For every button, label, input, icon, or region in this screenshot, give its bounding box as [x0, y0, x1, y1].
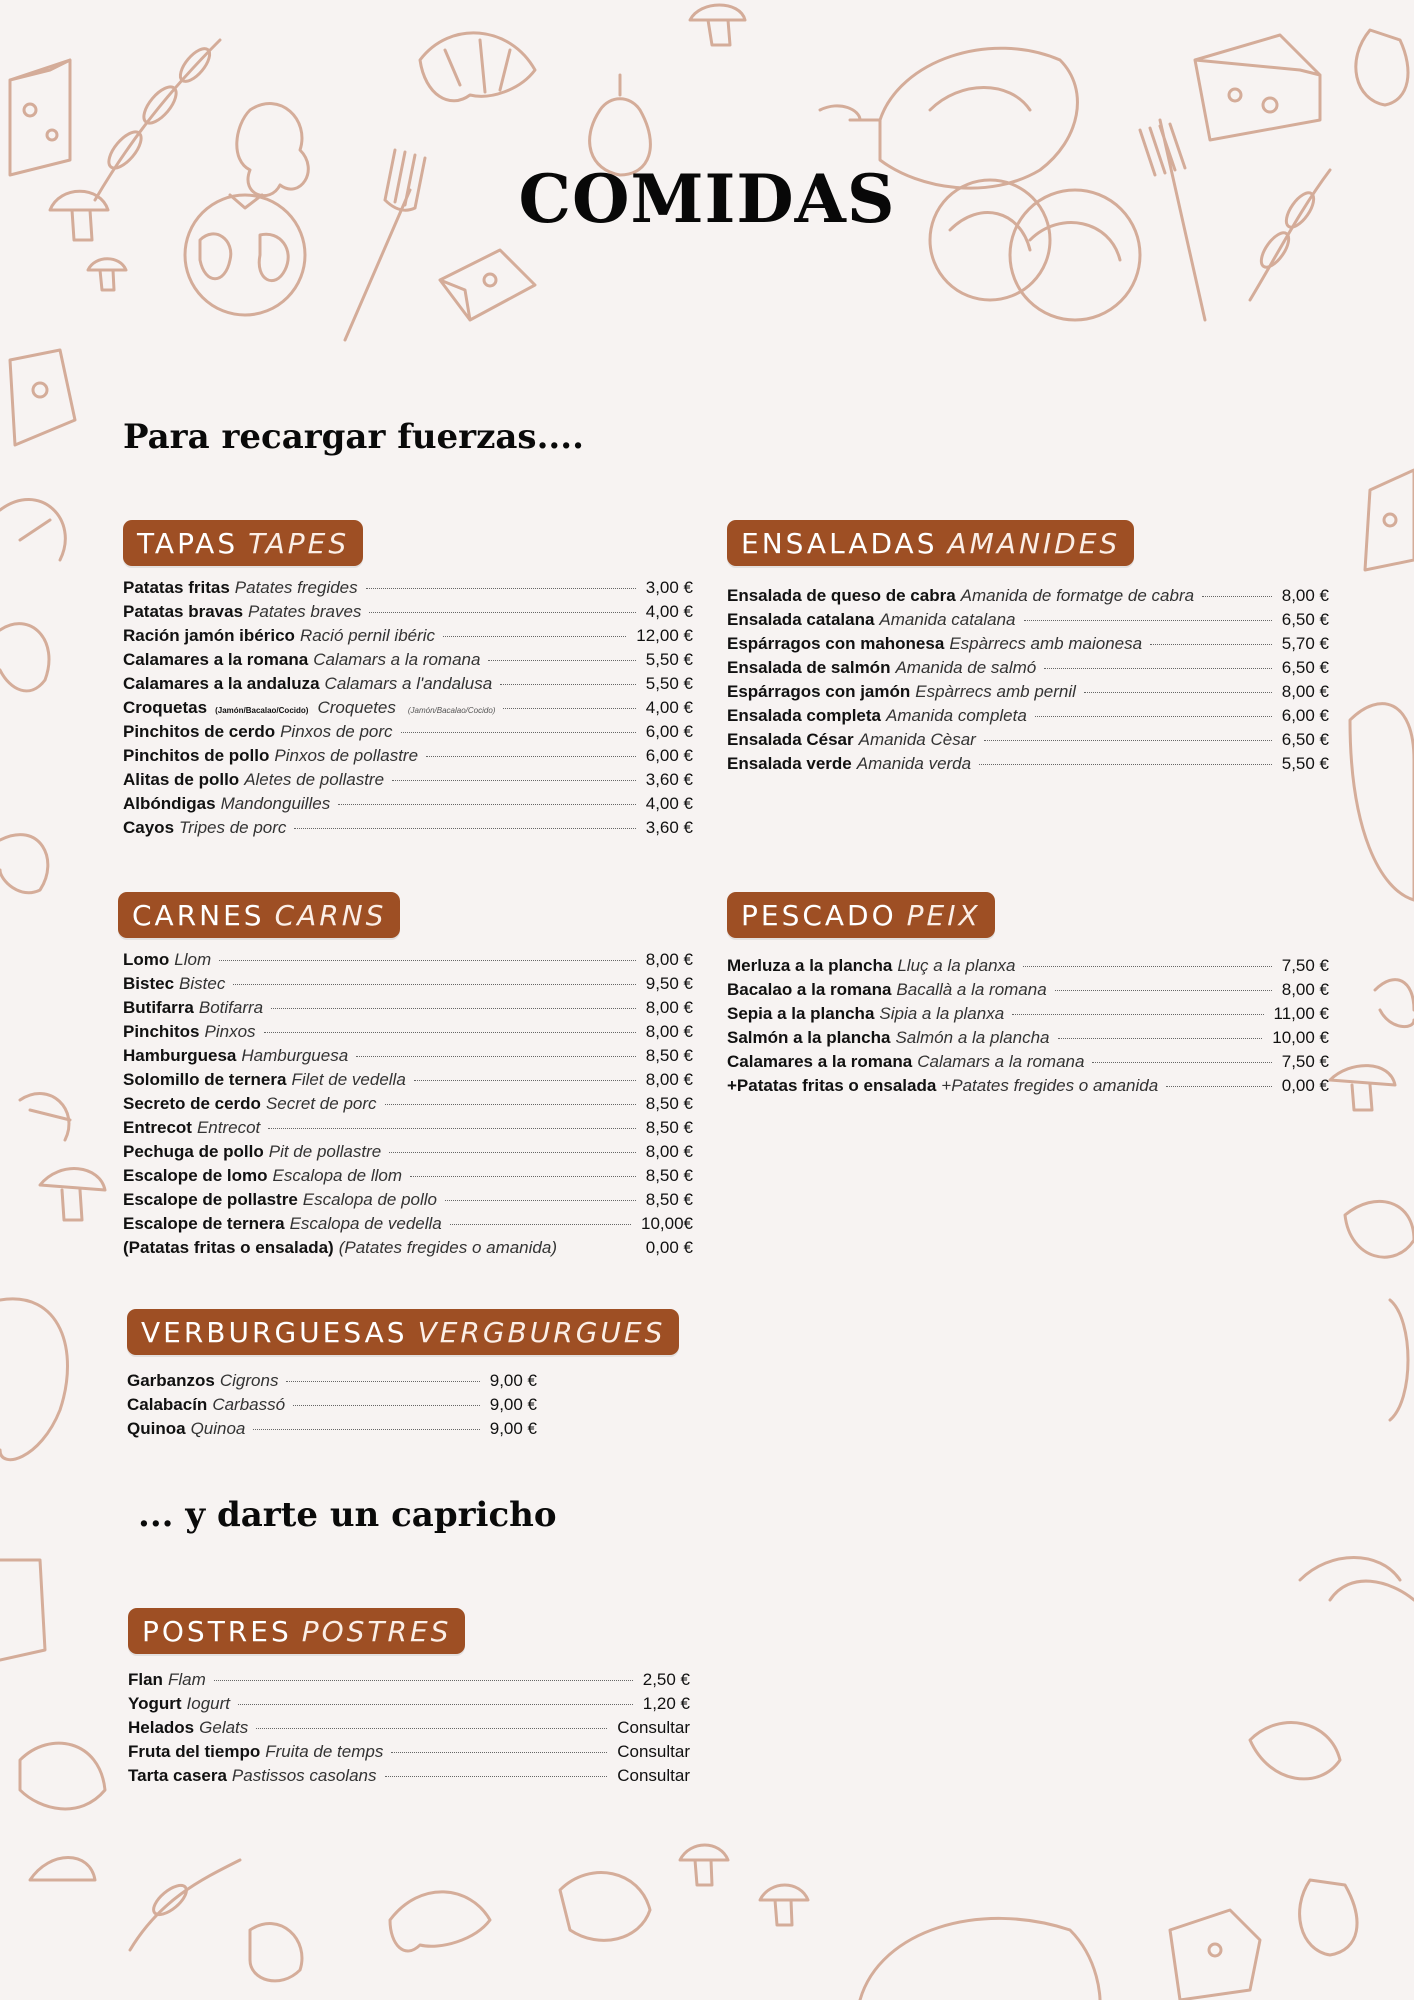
item-name-ca: Amanida verda [856, 754, 972, 773]
item-name-es: Tarta casera [128, 1766, 227, 1785]
item-price: 8,00 € [645, 1022, 693, 1041]
item-name-ca: Fruita de temps [265, 1742, 384, 1761]
item-price: 6,50 € [1281, 658, 1329, 677]
dot-leader [369, 612, 635, 613]
menu-item [128, 1670, 690, 1694]
menu-item [123, 1094, 693, 1118]
item-name-ca: Patates fregides [234, 578, 358, 597]
dot-leader [294, 828, 635, 829]
menu-item [123, 746, 693, 770]
dot-leader [391, 1752, 607, 1753]
dot-leader [253, 1429, 479, 1430]
item-name-ca: Amanida de formatge de cabra [960, 586, 1195, 605]
dot-leader [356, 1056, 636, 1057]
item-name-es: Bacalao a la romana [727, 980, 892, 999]
item-price: 3,60 € [645, 818, 693, 837]
item-price: 9,50 € [645, 974, 693, 993]
item-price: 8,00 € [645, 1142, 693, 1161]
item-price: 5,50 € [645, 674, 693, 693]
dot-leader [1044, 668, 1271, 669]
item-price: 10,00 € [1272, 1028, 1329, 1047]
dot-leader [271, 1008, 636, 1009]
item-name-es: Calabacín [127, 1395, 208, 1414]
menu-item [727, 1004, 1329, 1028]
menu-item [127, 1395, 537, 1419]
dot-leader [338, 804, 636, 805]
item-price: 3,00 € [645, 578, 693, 597]
menu-item [727, 1028, 1329, 1052]
item-name-es: Ensalada de queso de cabra [727, 586, 956, 605]
menu-item [128, 1766, 690, 1790]
item-name-ca: Hamburguesa [241, 1046, 349, 1065]
menu-item [128, 1694, 690, 1718]
item-name-es: Croquetas [123, 698, 208, 717]
item-name-ca: Pinxos de porc [280, 722, 393, 741]
section-pescado [727, 892, 1329, 1100]
item-price: 8,00 € [1281, 682, 1329, 701]
section-title-ca: TAPES [248, 527, 350, 560]
item-name-es: Yogurt [128, 1694, 182, 1713]
dot-leader [445, 1200, 636, 1201]
item-price: 6,50 € [1281, 610, 1329, 629]
dot-leader [1166, 1086, 1272, 1087]
item-name-ca: Calamars a la romana [313, 650, 481, 669]
item-name-ca: Filet de vedella [291, 1070, 406, 1089]
menu-item [128, 1718, 690, 1742]
dot-leader [385, 1104, 636, 1105]
item-price: 6,00 € [1281, 706, 1329, 725]
item-name-es: Butifarra [123, 998, 194, 1017]
menu-item [727, 586, 1329, 610]
item-name-es: Patatas bravas [123, 602, 244, 621]
menu-item [123, 602, 693, 626]
item-price: 1,20 € [642, 1694, 690, 1713]
menu-item [123, 626, 693, 650]
item-name-es: Escalope de lomo [123, 1166, 268, 1185]
dot-leader [233, 984, 635, 985]
item-name-es: Patatas fritas [123, 578, 230, 597]
item-name-ca: Flam [167, 1670, 206, 1689]
item-price: 8,50 € [645, 1118, 693, 1137]
menu-item [123, 1214, 693, 1238]
item-name-ca: Patates braves [248, 602, 362, 621]
dot-leader [366, 588, 636, 589]
item-name-es: Ensalada de salmón [727, 658, 891, 677]
item-price: 8,50 € [645, 1190, 693, 1209]
item-name-es: Secreto de cerdo [123, 1094, 261, 1113]
menu-item [727, 658, 1329, 682]
menu-item [727, 730, 1329, 754]
subheading-top: Para recargar fuerzas.... [123, 417, 584, 457]
menu-item [123, 1142, 693, 1166]
item-name-ca: Calamars a la romana [917, 1052, 1085, 1071]
dot-leader [1092, 1062, 1271, 1063]
item-price: 4,00 € [645, 794, 693, 813]
dot-leader [450, 1224, 631, 1225]
dot-leader [268, 1128, 635, 1129]
section-title-ca: POSTRES [301, 1615, 452, 1648]
menu-item [123, 1070, 693, 1094]
item-name-ca: (Patates fregides o amanida) [338, 1238, 557, 1257]
item-name-ca: +Patates fregides o amanida [941, 1076, 1159, 1095]
item-name-ca: Pit de pollastre [268, 1142, 382, 1161]
dot-leader [214, 1680, 633, 1681]
menu-item [123, 1118, 693, 1142]
item-name-ca: Lluç a la planxa [897, 956, 1016, 975]
item-price: 8,00 € [645, 1070, 693, 1089]
section-postres [128, 1608, 690, 1790]
item-name-ca: Cigrons [219, 1371, 279, 1390]
dot-leader [984, 740, 1272, 741]
dot-leader [392, 780, 636, 781]
item-name-ca: Iogurt [186, 1694, 230, 1713]
item-name-es: Quinoa [127, 1419, 186, 1438]
item-name-es: Espárragos con jamón [727, 682, 911, 701]
dot-leader [1202, 596, 1272, 597]
menu-item [727, 754, 1329, 778]
dot-leader [1058, 1038, 1263, 1039]
dot-leader [1012, 1014, 1263, 1015]
item-price: 0,00 € [645, 1238, 693, 1257]
section-title-es: POSTRES [142, 1615, 292, 1648]
item-price: 0,00 € [1281, 1076, 1329, 1095]
item-name-es: Garbanzos [127, 1371, 215, 1390]
item-name-ca: Sipia a la planxa [879, 1004, 1005, 1023]
item-price: 9,00 € [489, 1395, 537, 1414]
item-name-es: Entrecot [123, 1118, 192, 1137]
item-name-es: +Patatas fritas o ensalada [727, 1076, 937, 1095]
menu-item [727, 706, 1329, 730]
menu-item [123, 650, 693, 674]
menu-item [123, 698, 693, 722]
item-price: 8,00 € [645, 998, 693, 1017]
menu-item [123, 998, 693, 1022]
item-note-es: (Jamón/Bacalao/Cocido) [215, 706, 309, 715]
item-name-es: Ensalada verde [727, 754, 852, 773]
section-banner-carnes [118, 892, 400, 938]
item-name-ca: Espàrrecs amb pernil [915, 682, 1076, 701]
item-price: Consultar [617, 1766, 690, 1785]
item-name-es: Bistec [123, 974, 175, 993]
item-price: 4,00 € [645, 698, 693, 717]
item-name-es: Hamburguesa [123, 1046, 237, 1065]
section-banner-tapas [123, 520, 363, 566]
page-title: COMIDAS [518, 160, 896, 238]
item-name-ca: Escalopa de llom [272, 1166, 403, 1185]
dot-leader [389, 1152, 636, 1153]
item-price: 10,00€ [641, 1214, 693, 1233]
dot-leader [1024, 620, 1272, 621]
item-price: Consultar [617, 1718, 690, 1737]
item-name-es: Calamares a la romana [727, 1052, 913, 1071]
dot-leader [264, 1032, 636, 1033]
item-name-ca: Amanida Cèsar [858, 730, 976, 749]
item-name-es: Solomillo de ternera [123, 1070, 287, 1089]
dot-leader [293, 1405, 480, 1406]
item-price: 8,00 € [645, 950, 693, 969]
item-name-es: Flan [128, 1670, 163, 1689]
item-price: 5,70 € [1281, 634, 1329, 653]
dot-leader [1150, 644, 1272, 645]
section-banner-postres [128, 1608, 465, 1654]
item-note-ca: (Jamón/Bacalao/Cocido) [407, 706, 496, 715]
dot-leader [286, 1381, 479, 1382]
item-name-es: Ensalada César [727, 730, 854, 749]
dot-leader [238, 1704, 633, 1705]
menu-list [123, 578, 693, 842]
item-name-ca: Pinxos [204, 1022, 256, 1041]
item-price: 7,50 € [1281, 1052, 1329, 1071]
menu-item [727, 1076, 1329, 1100]
section-tapas [123, 520, 693, 842]
section-title-ca: VERGBURGUES [417, 1316, 666, 1349]
item-price: 9,00 € [489, 1419, 537, 1438]
dot-leader [1084, 692, 1272, 693]
menu-list [727, 956, 1329, 1100]
item-price: 6,00 € [645, 746, 693, 765]
item-name-es: Fruta del tiempo [128, 1742, 261, 1761]
dot-leader [1035, 716, 1272, 717]
menu-item [123, 1022, 693, 1046]
section-title-es: ENSALADAS [741, 527, 938, 560]
dot-leader [256, 1728, 607, 1729]
item-price: 6,00 € [645, 722, 693, 741]
item-name-es: Espárragos con mahonesa [727, 634, 945, 653]
dot-leader [414, 1080, 636, 1081]
menu-item [123, 974, 693, 998]
menu-list [727, 586, 1329, 778]
section-banner-verburguesas [127, 1309, 679, 1355]
menu-item [727, 1052, 1329, 1076]
item-name-ca: Botifarra [198, 998, 264, 1017]
menu-item [123, 1238, 693, 1262]
menu-item [123, 1046, 693, 1070]
item-name-es: Merluza a la plancha [727, 956, 893, 975]
item-name-es: Escalope de ternera [123, 1214, 285, 1233]
item-name-es: Helados [128, 1718, 195, 1737]
item-name-ca: Secret de porc [265, 1094, 377, 1113]
dot-leader [503, 708, 635, 709]
menu-item [123, 674, 693, 698]
item-name-ca: Aletes de pollastre [244, 770, 385, 789]
item-name-ca: Calamars a l'andalusa [324, 674, 493, 693]
item-name-es: Ensalada catalana [727, 610, 875, 629]
item-name-ca: Amanida completa [886, 706, 1027, 725]
dot-leader [426, 756, 636, 757]
item-price: 5,50 € [645, 650, 693, 669]
item-name-ca: Quinoa [190, 1419, 246, 1438]
dot-leader [219, 960, 636, 961]
menu-item [123, 818, 693, 842]
section-banner-pescado [727, 892, 995, 938]
menu-item [727, 956, 1329, 980]
item-name-ca: Escalopa de pollo [302, 1190, 438, 1209]
item-name-ca: Salmón a la plancha [895, 1028, 1050, 1047]
item-name-es: Ensalada completa [727, 706, 882, 725]
section-title-es: PESCADO [741, 899, 897, 932]
item-price: 8,50 € [645, 1166, 693, 1185]
item-price: 8,00 € [1281, 586, 1329, 605]
dot-leader [488, 660, 635, 661]
section-title-ca: PEIX [906, 899, 981, 932]
item-name-es: Salmón a la plancha [727, 1028, 891, 1047]
menu-list [127, 1371, 537, 1443]
menu-item [127, 1419, 537, 1443]
menu-item [727, 634, 1329, 658]
section-title-ca: AMANIDES [947, 527, 1121, 560]
item-name-ca: Llom [174, 950, 212, 969]
item-name-ca: Espàrrecs amb maionesa [949, 634, 1143, 653]
item-name-es: Albóndigas [123, 794, 216, 813]
item-name-es: Pinchitos [123, 1022, 200, 1041]
item-name-ca: Bacallà a la romana [896, 980, 1047, 999]
dot-leader [385, 1776, 608, 1777]
item-name-ca: Amanida de salmó [895, 658, 1037, 677]
section-title-es: TAPAS [137, 527, 239, 560]
dot-leader [401, 732, 636, 733]
dot-leader [410, 1176, 636, 1177]
item-name-es: Alitas de pollo [123, 770, 240, 789]
item-name-es: Pinchitos de pollo [123, 746, 270, 765]
section-title-es: CARNES [132, 899, 265, 932]
menu-item [123, 1166, 693, 1190]
item-name-ca: Ració pernil ibéric [299, 626, 436, 645]
menu-item [123, 770, 693, 794]
item-name-ca: Croquetes [317, 698, 396, 717]
item-name-ca: Bistec [179, 974, 226, 993]
item-name-ca: Escalopa de vedella [289, 1214, 442, 1233]
item-price: 9,00 € [489, 1371, 537, 1390]
item-name-ca: Pastissos casolans [231, 1766, 377, 1785]
item-price: 12,00 € [636, 626, 693, 645]
section-ensaladas [727, 520, 1329, 778]
item-name-es: Calamares a la romana [123, 650, 309, 669]
item-name-es: Escalope de pollastre [123, 1190, 298, 1209]
menu-item [123, 950, 693, 974]
item-name-es: Pechuga de pollo [123, 1142, 264, 1161]
item-name-es: Cayos [123, 818, 175, 837]
menu-item [123, 722, 693, 746]
item-name-ca: Entrecot [196, 1118, 261, 1137]
section-verburguesas [127, 1309, 666, 1443]
menu-item [123, 794, 693, 818]
item-price: 2,50 € [642, 1670, 690, 1689]
menu-item [123, 578, 693, 602]
menu-list [118, 950, 693, 1262]
item-price: 8,50 € [645, 1046, 693, 1065]
dot-leader [979, 764, 1272, 765]
menu-item [727, 610, 1329, 634]
item-name-es: Ración jamón ibérico [123, 626, 295, 645]
item-price: 5,50 € [1281, 754, 1329, 773]
menu-item [127, 1371, 537, 1395]
dot-leader [1055, 990, 1272, 991]
menu-item [727, 682, 1329, 706]
section-title-ca: CARNS [274, 899, 387, 932]
menu-item [727, 980, 1329, 1004]
item-name-es: Sepia a la plancha [727, 1004, 875, 1023]
item-name-ca: Tripes de porc [179, 818, 287, 837]
item-name-es: Pinchitos de cerdo [123, 722, 276, 741]
item-price: 8,50 € [645, 1094, 693, 1113]
item-price: 6,50 € [1281, 730, 1329, 749]
menu-item [128, 1742, 690, 1766]
dot-leader [1023, 966, 1271, 967]
item-name-ca: Amanida catalana [879, 610, 1016, 629]
item-price: 8,00 € [1281, 980, 1329, 999]
menu-item [123, 1190, 693, 1214]
item-price: Consultar [617, 1742, 690, 1761]
dot-leader [500, 684, 636, 685]
subheading-bottom: ... y darte un capricho [138, 1495, 557, 1535]
item-price: 7,50 € [1281, 956, 1329, 975]
item-name-ca: Gelats [199, 1718, 249, 1737]
item-price: 11,00 € [1273, 1004, 1329, 1023]
item-name-ca: Carbassó [212, 1395, 286, 1414]
menu-list [128, 1670, 690, 1790]
item-price: 3,60 € [645, 770, 693, 789]
item-price: 4,00 € [645, 602, 693, 621]
section-title-es: VERBURGUESAS [141, 1316, 408, 1349]
item-name-ca: Mandonguilles [220, 794, 331, 813]
item-name-es: Calamares a la andaluza [123, 674, 320, 693]
section-banner-ensaladas [727, 520, 1134, 566]
item-name-ca: Pinxos de pollastre [274, 746, 419, 765]
dot-leader [443, 636, 626, 637]
item-name-es: Lomo [123, 950, 170, 969]
item-name-es: (Patatas fritas o ensalada) [123, 1238, 334, 1257]
section-carnes [118, 892, 693, 1262]
